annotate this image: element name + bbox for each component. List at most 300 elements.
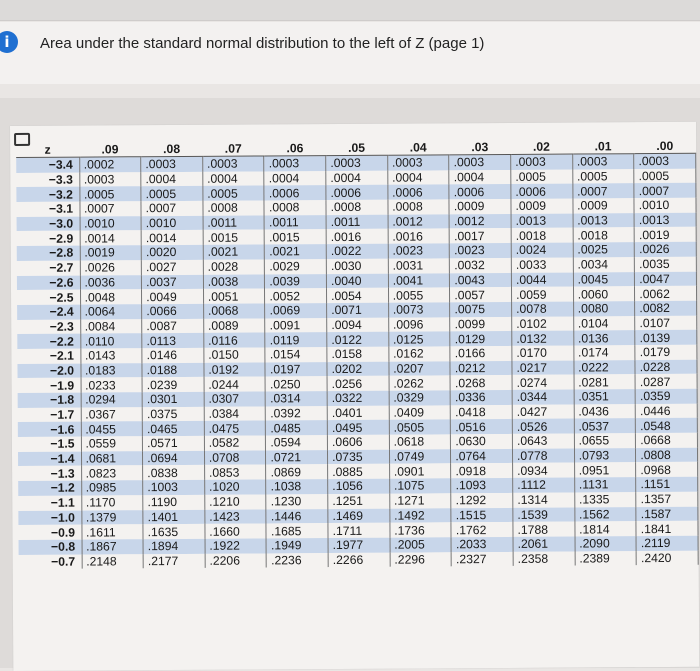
table-cell: .0055	[388, 288, 450, 303]
table-body	[16, 153, 698, 569]
table-cell: .0239	[142, 377, 204, 392]
column-header: .07	[202, 140, 264, 156]
z-value: −1.8	[18, 393, 81, 408]
table-cell: .0183	[80, 363, 142, 378]
table-cell: .0017	[449, 228, 511, 243]
table-cell: .2296	[390, 552, 452, 567]
table-cell: .0329	[389, 390, 451, 405]
table-cell: .0005	[141, 186, 203, 201]
table-cell: .0016	[388, 229, 450, 244]
table-cell: .0359	[635, 389, 697, 404]
table-cell: .0154	[265, 347, 327, 362]
table-cell: .0008	[388, 199, 450, 214]
z-value: −2.5	[17, 290, 80, 305]
table-cell: .0091	[265, 318, 327, 333]
z-value: −1.3	[18, 466, 81, 481]
z-value: −2.9	[17, 231, 80, 246]
z-value: −1.1	[18, 495, 81, 510]
z-value: −2.0	[17, 363, 80, 378]
table-cell: .0192	[204, 362, 266, 377]
table-cell: .0351	[574, 389, 636, 404]
table-cell: .0170	[512, 345, 574, 360]
table-cell: .0301	[142, 392, 204, 407]
table-cell: .0367	[81, 407, 143, 422]
table-cell: .0143	[80, 348, 142, 363]
table-cell: .0026	[635, 242, 697, 257]
table-cell: .0078	[512, 301, 574, 316]
table-cell: .0021	[265, 244, 327, 259]
table-cell: .0006	[449, 184, 511, 199]
table-cell: .0495	[327, 420, 389, 435]
table-cell: .0409	[389, 405, 451, 420]
table-cell: .0485	[266, 420, 328, 435]
table-cell: .2033	[451, 537, 513, 552]
table-cell: .1736	[390, 522, 452, 537]
table-cell: .0062	[635, 286, 697, 301]
table-cell: .0023	[388, 243, 450, 258]
column-header: .02	[511, 139, 573, 155]
table-cell: .1762	[451, 522, 513, 537]
table-cell: .0618	[389, 434, 451, 449]
table-cell: .0985	[81, 480, 143, 495]
table-cell: .0384	[204, 406, 266, 421]
table-cell: .0069	[265, 303, 327, 318]
table-cell: .1711	[328, 523, 390, 538]
table-cell: .1660	[205, 524, 267, 539]
z-value: −2.8	[17, 246, 80, 261]
table-cell: .0003	[572, 154, 634, 170]
table-cell: .0968	[636, 462, 698, 477]
table-cell: .1894	[143, 539, 205, 554]
table-cell: .0571	[143, 436, 205, 451]
table-cell: .0051	[203, 289, 265, 304]
table-cell: .1685	[266, 523, 328, 538]
table-cell: .1038	[266, 479, 328, 494]
table-cell: .0107	[635, 315, 697, 330]
table-cell: .0057	[450, 287, 512, 302]
table-cell: .2119	[636, 536, 698, 551]
table-cell: .0010	[80, 216, 142, 231]
table-cell: .0044	[511, 272, 573, 287]
table-cell: .0054	[327, 288, 389, 303]
table-cell: .0228	[635, 359, 697, 374]
table-cell: .0559	[81, 436, 143, 451]
table-cell: .0655	[574, 433, 636, 448]
table-cell: .0066	[142, 304, 204, 319]
table-cell: .0436	[574, 404, 636, 419]
table-cell: .0294	[81, 392, 143, 407]
table-cell: .0004	[141, 172, 203, 187]
table-cell: .1093	[451, 478, 513, 493]
table-cell: .1251	[328, 494, 390, 509]
table-cell: .0039	[265, 274, 327, 289]
table-cell: .1170	[81, 495, 143, 510]
table-cell: .0129	[450, 331, 512, 346]
table-cell: .0150	[204, 347, 266, 362]
table-cell: .1788	[513, 522, 575, 537]
table-cell: .1515	[451, 507, 513, 522]
z-value: −1.4	[18, 451, 81, 466]
table-cell: .0033	[511, 257, 573, 272]
table-cell: .0244	[204, 377, 266, 392]
table-cell: .1292	[451, 493, 513, 508]
z-value: −2.6	[17, 275, 80, 290]
table-cell: .2090	[575, 536, 637, 551]
z-value: −1.6	[18, 422, 81, 437]
table-cell: .0045	[573, 272, 635, 287]
table-cell: .0073	[388, 302, 450, 317]
table-cell: .2177	[143, 553, 205, 568]
table-cell: .0099	[450, 317, 512, 332]
z-value: −1.0	[18, 510, 81, 525]
table-cell: .0606	[327, 435, 389, 450]
table-cell: .0007	[634, 183, 696, 198]
table-cell: .0040	[326, 273, 388, 288]
column-header: .01	[572, 138, 634, 154]
table-cell: .0034	[573, 257, 635, 272]
table-cell: .0778	[512, 448, 574, 463]
table-cell: .0643	[512, 434, 574, 449]
table-cell: .2420	[636, 550, 698, 565]
table-cell: .0793	[574, 448, 636, 463]
table-cell: .0068	[203, 303, 265, 318]
z-value: −0.7	[19, 554, 82, 569]
table-cell: .0217	[512, 360, 574, 375]
table-cell: .0029	[265, 259, 327, 274]
table-cell: .0344	[512, 390, 574, 405]
table-cell: .0166	[450, 346, 512, 361]
z-table-card	[10, 122, 699, 671]
table-cell: .1379	[81, 510, 143, 525]
table-cell: .0764	[451, 449, 513, 464]
table-cell: .1539	[513, 507, 575, 522]
table-row	[19, 550, 699, 569]
table-cell: .2005	[390, 537, 452, 552]
table-cell: .0028	[203, 259, 265, 274]
table-cell: .0158	[327, 347, 389, 362]
table-cell: .0038	[203, 274, 265, 289]
table-cell: .1003	[143, 480, 205, 495]
table-cell: .0465	[142, 421, 204, 436]
table-cell: .0307	[204, 391, 266, 406]
table-cell: .0025	[573, 242, 635, 257]
table-cell: .0005	[79, 187, 141, 202]
table-cell: .2266	[328, 552, 390, 567]
table-cell: .0019	[80, 245, 142, 260]
table-cell: .0009	[573, 198, 635, 213]
table-cell: .1401	[143, 509, 205, 524]
table-cell: .2236	[267, 553, 329, 568]
table-cell: .0060	[573, 286, 635, 301]
table-cell: .2206	[205, 553, 267, 568]
table-cell: .0505	[389, 420, 451, 435]
table-cell: .0262	[389, 376, 451, 391]
table-cell: .0027	[141, 260, 203, 275]
table-cell: .0004	[449, 170, 511, 185]
table-cell: .1112	[513, 478, 575, 493]
table-cell: .0007	[79, 201, 141, 216]
table-cell: .0116	[204, 333, 266, 348]
table-cell: .2148	[82, 554, 144, 569]
table-cell: .0032	[450, 258, 512, 273]
table-cell: .0015	[203, 230, 265, 245]
table-cell: .0071	[327, 303, 389, 318]
z-value: −2.7	[17, 260, 80, 275]
table-cell: .0014	[141, 230, 203, 245]
table-cell: .0006	[388, 185, 450, 200]
table-cell: .0708	[204, 450, 266, 465]
table-cell: .0048	[80, 289, 142, 304]
table-cell: .0003	[326, 155, 388, 171]
column-header-z: z	[16, 142, 79, 158]
table-cell: .0122	[327, 332, 389, 347]
table-cell: .0010	[634, 198, 696, 213]
table-cell: .0030	[326, 259, 388, 274]
table-cell: .1056	[328, 479, 390, 494]
table-cell: .0222	[574, 360, 636, 375]
table-cell: .0582	[204, 436, 266, 451]
table-cell: .0823	[81, 466, 143, 481]
table-cell: .0005	[511, 169, 573, 184]
table-cell: .0918	[451, 463, 513, 478]
table-cell: .1949	[266, 538, 328, 553]
table-cell: .0094	[327, 317, 389, 332]
z-value: −1.5	[18, 437, 81, 452]
table-cell: .0125	[388, 332, 450, 347]
z-value: −2.4	[17, 304, 80, 319]
page-title: Area under the standard normal distribution to the left of Z (page 1)	[40, 35, 485, 52]
table-cell: .0202	[327, 361, 389, 376]
table-cell: .0020	[141, 245, 203, 260]
table-cell: .0004	[387, 170, 449, 185]
table-cell: .1492	[390, 508, 452, 523]
table-cell: .0594	[266, 435, 328, 450]
table-cell: .0005	[634, 168, 696, 183]
table-cell: .0853	[204, 465, 266, 480]
z-value: −2.3	[17, 319, 80, 334]
table-cell: .1635	[143, 524, 205, 539]
table-cell: .0401	[327, 405, 389, 420]
table-cell: .0006	[326, 185, 388, 200]
table-cell: .1335	[574, 492, 636, 507]
table-cell: .0197	[265, 362, 327, 377]
table-cell: .0013	[573, 213, 635, 228]
table-cell: .0475	[204, 421, 266, 436]
table-cell: .0901	[389, 464, 451, 479]
table-cell: .0287	[635, 374, 697, 389]
table-cell: .0113	[142, 333, 204, 348]
table-cell: .0035	[635, 257, 697, 272]
table-cell: .0132	[512, 331, 574, 346]
table-cell: .0007	[141, 201, 203, 216]
table-cell: .0002	[79, 157, 141, 173]
table-cell: .0885	[328, 464, 390, 479]
table-cell: .0041	[388, 273, 450, 288]
table-cell: .0516	[451, 419, 513, 434]
column-header: .04	[387, 139, 449, 155]
table-cell: .0096	[388, 317, 450, 332]
info-icon[interactable]: i	[0, 31, 18, 53]
z-value: −3.3	[16, 172, 79, 187]
table-cell: .0003	[264, 156, 326, 172]
table-cell: .0047	[635, 271, 697, 286]
table-cell: .0016	[326, 229, 388, 244]
table-cell: .0735	[328, 449, 390, 464]
table-cell: .1469	[328, 508, 390, 523]
table-cell: .0023	[450, 243, 512, 258]
table-cell: .0037	[142, 274, 204, 289]
z-value: −0.9	[18, 525, 81, 540]
table-cell: .0015	[265, 230, 327, 245]
table-cell: .0008	[203, 201, 265, 216]
table-cell: .1131	[574, 477, 636, 492]
table-cell: .0268	[450, 375, 512, 390]
z-value: −3.2	[16, 187, 79, 202]
table-cell: .1357	[636, 492, 698, 507]
table-cell: .0018	[573, 228, 635, 243]
table-cell: .0179	[635, 345, 697, 360]
table-cell: .0314	[266, 391, 328, 406]
table-cell: .0003	[202, 156, 264, 172]
table-cell: .0003	[141, 156, 203, 172]
table-cell: .0049	[142, 289, 204, 304]
table-cell: .0075	[450, 302, 512, 317]
table-cell: .0024	[511, 243, 573, 258]
z-value: −3.4	[16, 157, 79, 173]
table-cell: .0008	[326, 200, 388, 215]
table-cell: .0003	[511, 154, 573, 170]
table-cell: .0005	[572, 169, 634, 184]
table-cell: .0322	[327, 391, 389, 406]
table-cell: .1151	[636, 477, 698, 492]
table-cell: .0026	[80, 260, 142, 275]
table-cell: .0005	[203, 186, 265, 201]
table-cell: .0104	[573, 316, 635, 331]
table-cell: .0418	[451, 405, 513, 420]
table-cell: .0022	[326, 244, 388, 259]
table-cell: .0808	[636, 448, 698, 463]
table-cell: .0008	[264, 200, 326, 215]
table-cell: .1271	[389, 493, 451, 508]
table-cell: .0681	[81, 451, 143, 466]
table-cell: .0336	[450, 390, 512, 405]
table-cell: .0011	[203, 215, 265, 230]
table-cell: .0010	[141, 216, 203, 231]
z-value: −2.2	[17, 334, 80, 349]
table-cell: .0427	[512, 404, 574, 419]
table-cell: .1423	[205, 509, 267, 524]
table-cell: .1611	[81, 524, 143, 539]
table-cell: .1314	[513, 492, 575, 507]
table-cell: .2061	[513, 536, 575, 551]
table-cell: .0043	[450, 272, 512, 287]
z-value: −1.7	[18, 407, 81, 422]
table-cell: .0250	[265, 376, 327, 391]
table-cell: .0003	[449, 154, 511, 170]
table-cell: .0233	[81, 378, 143, 393]
table-cell: .0013	[634, 213, 696, 228]
z-value: −1.2	[18, 481, 81, 496]
table-cell: .0146	[142, 348, 204, 363]
table-cell: .0139	[635, 330, 697, 345]
table-cell: .0721	[266, 450, 328, 465]
z-value: −1.9	[18, 378, 81, 393]
table-cell: .0526	[512, 419, 574, 434]
table-cell: .0455	[81, 422, 143, 437]
table-cell: .0934	[513, 463, 575, 478]
table-cell: .0006	[511, 184, 573, 199]
table-cell: .0006	[264, 185, 326, 200]
table-cell: .0089	[203, 318, 265, 333]
table-cell: .0174	[573, 345, 635, 360]
column-header: .09	[79, 141, 141, 157]
table-cell: .0207	[389, 361, 451, 376]
top-bar	[0, 0, 700, 21]
table-cell: .0004	[264, 171, 326, 186]
table-cell: .0838	[143, 465, 205, 480]
table-cell: .0668	[636, 433, 698, 448]
table-cell: .0188	[142, 362, 204, 377]
z-value: −3.1	[16, 202, 79, 217]
table-cell: .0003	[79, 172, 141, 187]
table-cell: .0119	[265, 332, 327, 347]
table-cell: .0084	[80, 319, 142, 334]
table-cell: .0256	[327, 376, 389, 391]
table-cell: .1587	[636, 506, 698, 521]
table-cell: .0007	[573, 184, 635, 199]
header-bar	[0, 22, 700, 84]
table-cell: .0052	[265, 288, 327, 303]
table-cell: .0392	[266, 406, 328, 421]
table-cell: .2327	[451, 551, 513, 566]
table-cell: .1446	[266, 509, 328, 524]
column-header: .05	[326, 140, 388, 156]
table-cell: .1841	[636, 521, 698, 536]
table-cell: .0004	[326, 170, 388, 185]
table-cell: .0281	[574, 374, 636, 389]
table-cell: .1075	[389, 478, 451, 493]
table-cell: .0012	[449, 214, 511, 229]
column-header: .00	[634, 138, 696, 154]
table-cell: .0064	[80, 304, 142, 319]
table-cell: .0036	[80, 275, 142, 290]
column-header: .06	[264, 140, 326, 156]
table-cell: .0537	[574, 419, 636, 434]
table-cell: .0548	[636, 418, 698, 433]
table-cell: .1814	[575, 521, 637, 536]
table-cell: .0136	[573, 330, 635, 345]
z-table	[16, 138, 699, 569]
table-cell: .2358	[513, 551, 575, 566]
table-cell: .0003	[387, 155, 449, 171]
table-cell: .2389	[575, 551, 637, 566]
z-value: −3.0	[17, 216, 80, 231]
table-cell: .0087	[142, 318, 204, 333]
table-cell: .0951	[574, 463, 636, 478]
column-header: .08	[141, 141, 203, 157]
table-cell: .0018	[511, 228, 573, 243]
table-cell: .0014	[80, 231, 142, 246]
table-cell: .0059	[511, 287, 573, 302]
table-cell: .1922	[205, 538, 267, 553]
table-cell: .0749	[389, 449, 451, 464]
table-cell: .0019	[634, 227, 696, 242]
table-cell: .0012	[388, 214, 450, 229]
table-cell: .0274	[512, 375, 574, 390]
table-cell: .0013	[511, 213, 573, 228]
column-header: .03	[449, 139, 511, 155]
table-cell: .0082	[635, 301, 697, 316]
